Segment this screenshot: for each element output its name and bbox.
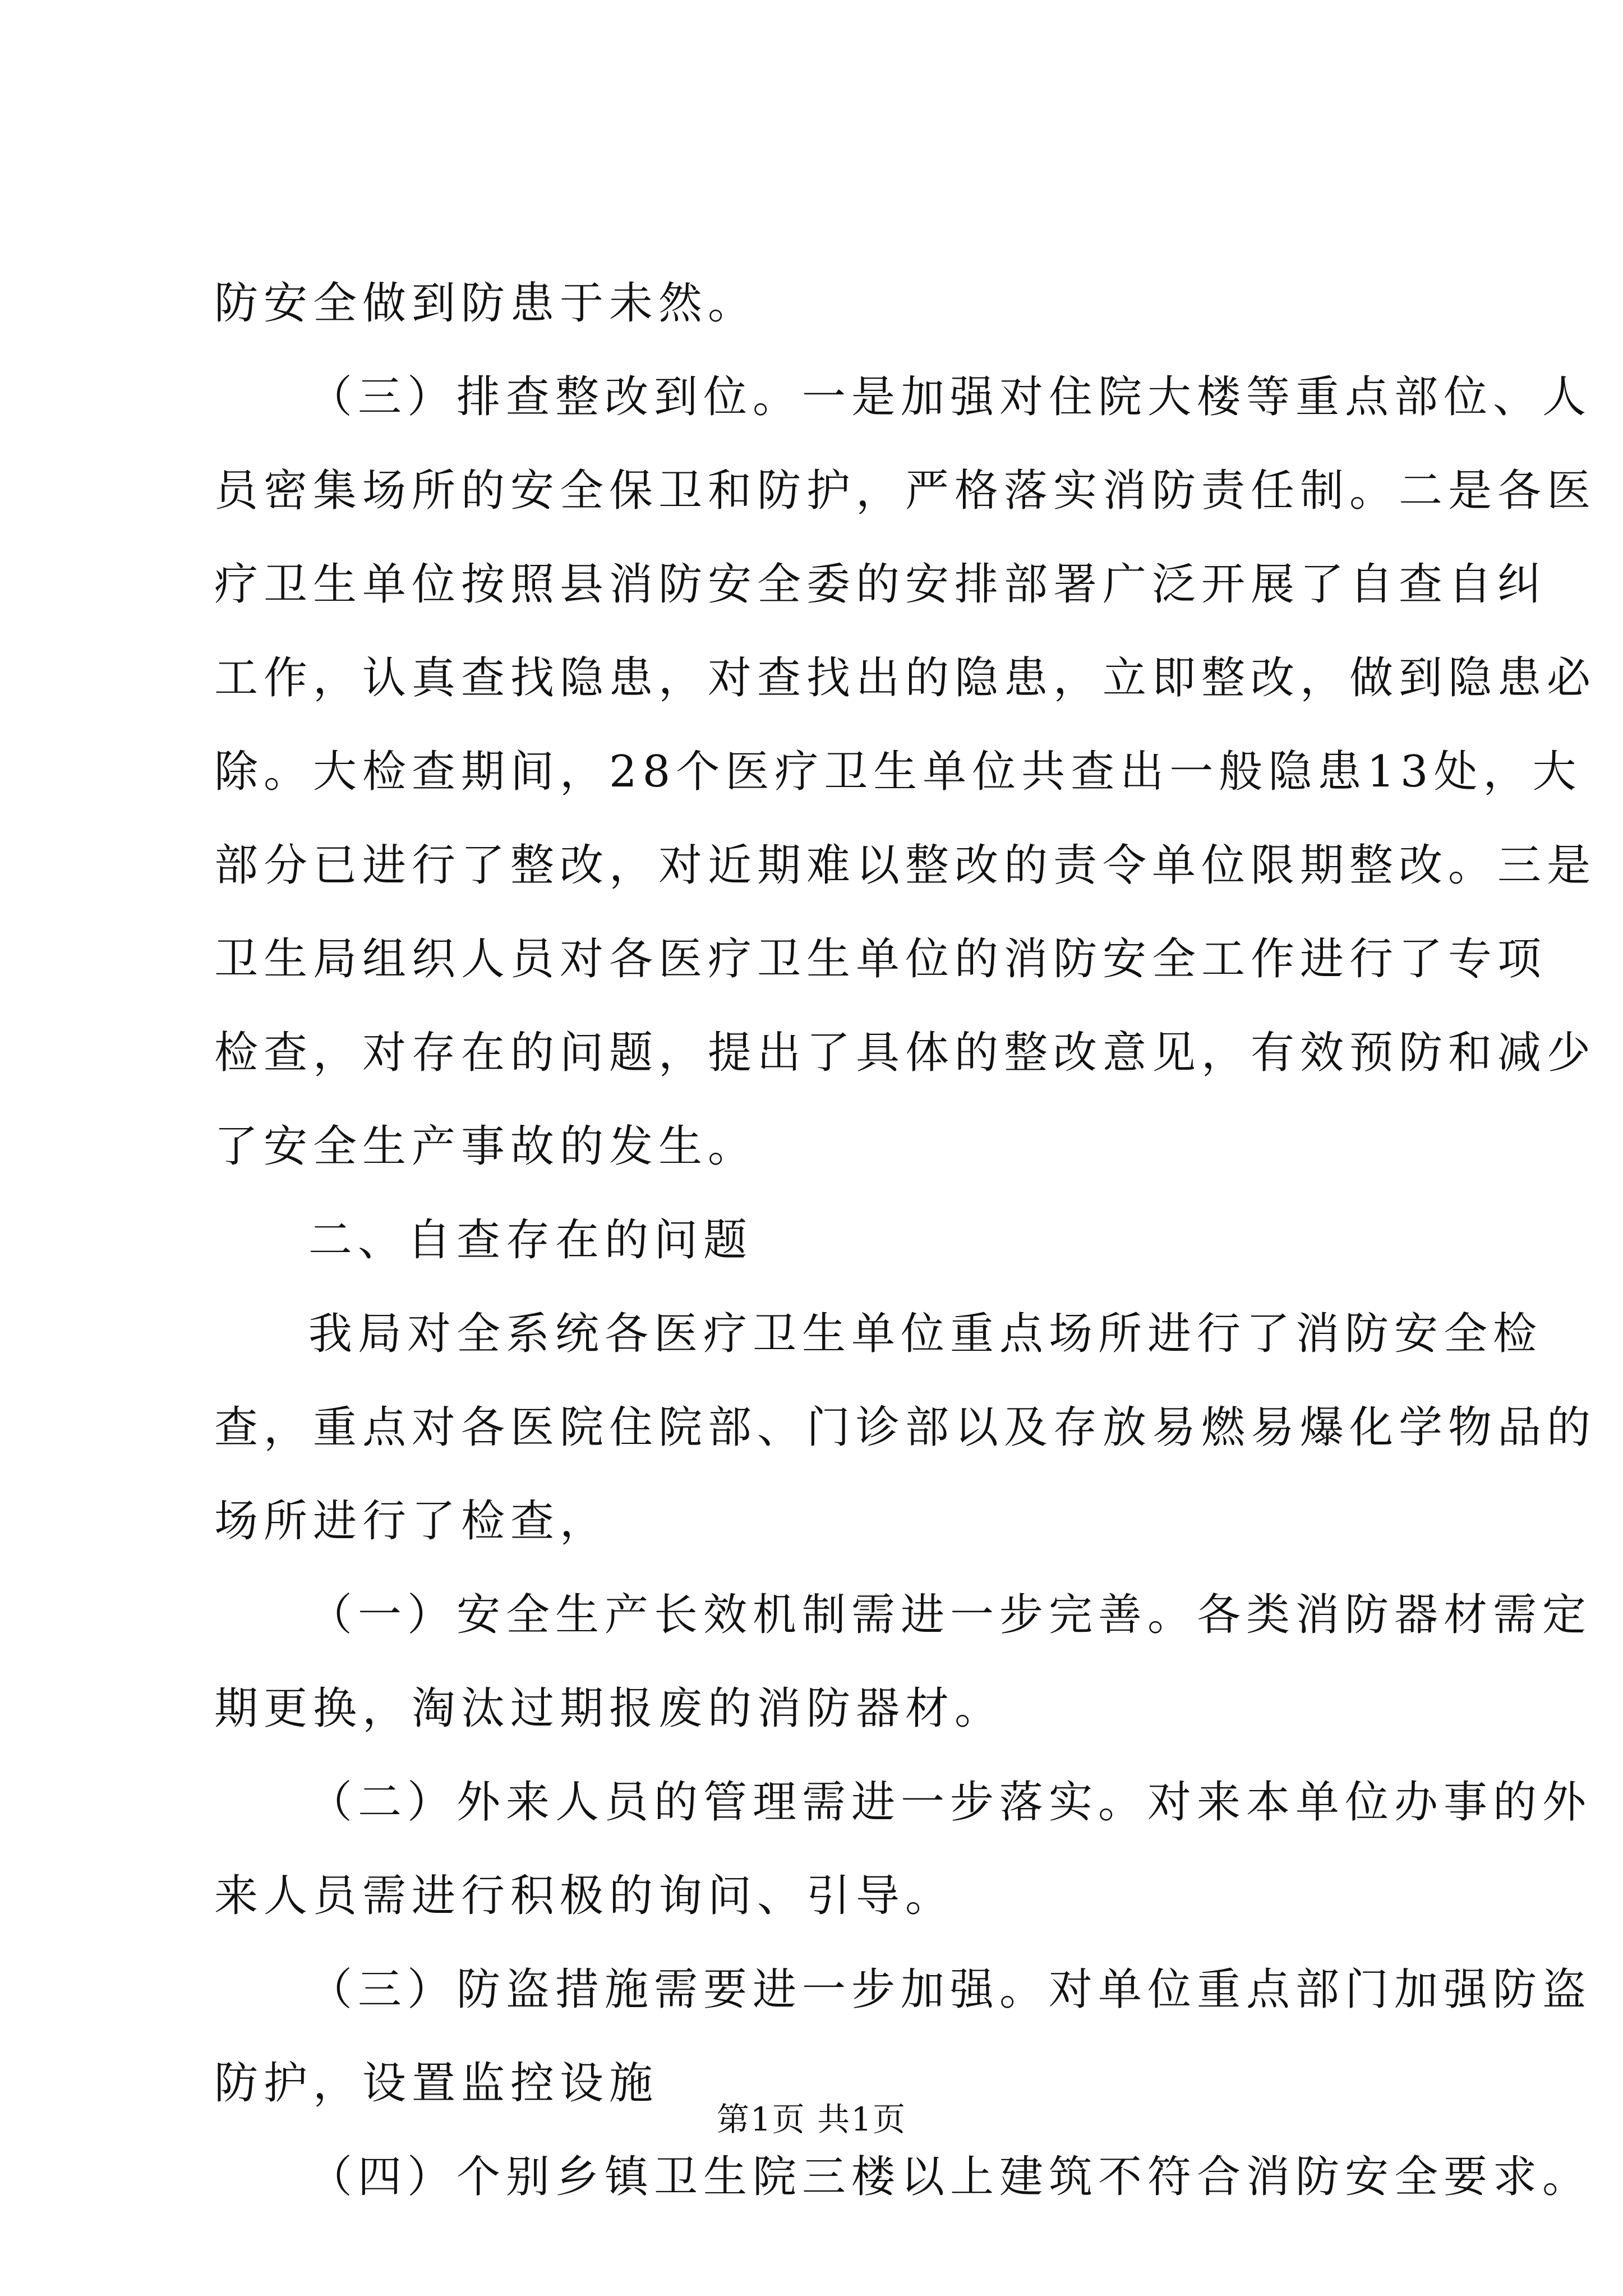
text-line: （四）个别乡镇卫生院三楼以上建筑不符合消防安全要求。	[308, 2152, 1592, 2202]
text-line: 卫生局组织人员对各医疗卫生单位的消防安全工作进行了专项	[214, 934, 1547, 984]
text-line: 除。大检查期间，28个医疗卫生单位共查出一般隐患13处，大	[214, 747, 1582, 797]
text-line: 疗卫生单位按照县消防安全委的安排部署广泛开展了自查自纠	[214, 559, 1547, 610]
section-heading: 二、自查存在的问题	[308, 1215, 753, 1266]
text-line: 我局对全系统各医疗卫生单位重点场所进行了消防安全检	[308, 1309, 1543, 1359]
text-line: （一）安全生产长效机制需进一步完善。各类消防器材需定	[308, 1590, 1592, 1640]
text-line: 检查，对存在的问题，提出了具体的整改意见，有效预防和减少	[214, 1028, 1597, 1078]
text-line: （三）排查整改到位。一是加强对住院大楼等重点部位、人	[308, 372, 1592, 422]
text-line: 员密集场所的安全保卫和防护，严格落实消防责任制。二是各医	[214, 466, 1597, 516]
text-line: （二）外来人员的管理需进一步落实。对来本单位办事的外	[308, 1777, 1592, 1828]
text-line: 期更换，淘汰过期报废的消防器材。	[214, 1683, 1004, 1734]
text-line: 工作，认真查找隐患，对查找出的隐患，立即整改，做到隐患必	[214, 653, 1597, 703]
document-body	[214, 257, 1597, 2224]
text-line: 查，重点对各医院住院部、门诊部以及存放易燃易爆化学物品的	[214, 1402, 1597, 1453]
page-footer: 第1页 共1页	[716, 2100, 907, 2138]
text-line: 场所进行了检查，	[214, 1496, 610, 1547]
text-line: 防安全做到防患于未然。	[214, 278, 758, 329]
text-line: 部分已进行了整改，对近期难以整改的责令单位限期整改。三是	[214, 840, 1597, 891]
text-line: 防护，设置监控设施	[214, 2058, 659, 2109]
text-line: （三）防盗措施需要进一步加强。对单位重点部门加强防盗	[308, 1964, 1592, 2015]
text-line: 来人员需进行积极的询问、引导。	[214, 1871, 955, 1921]
text-line: 了安全生产事故的发生。	[214, 1121, 758, 1172]
